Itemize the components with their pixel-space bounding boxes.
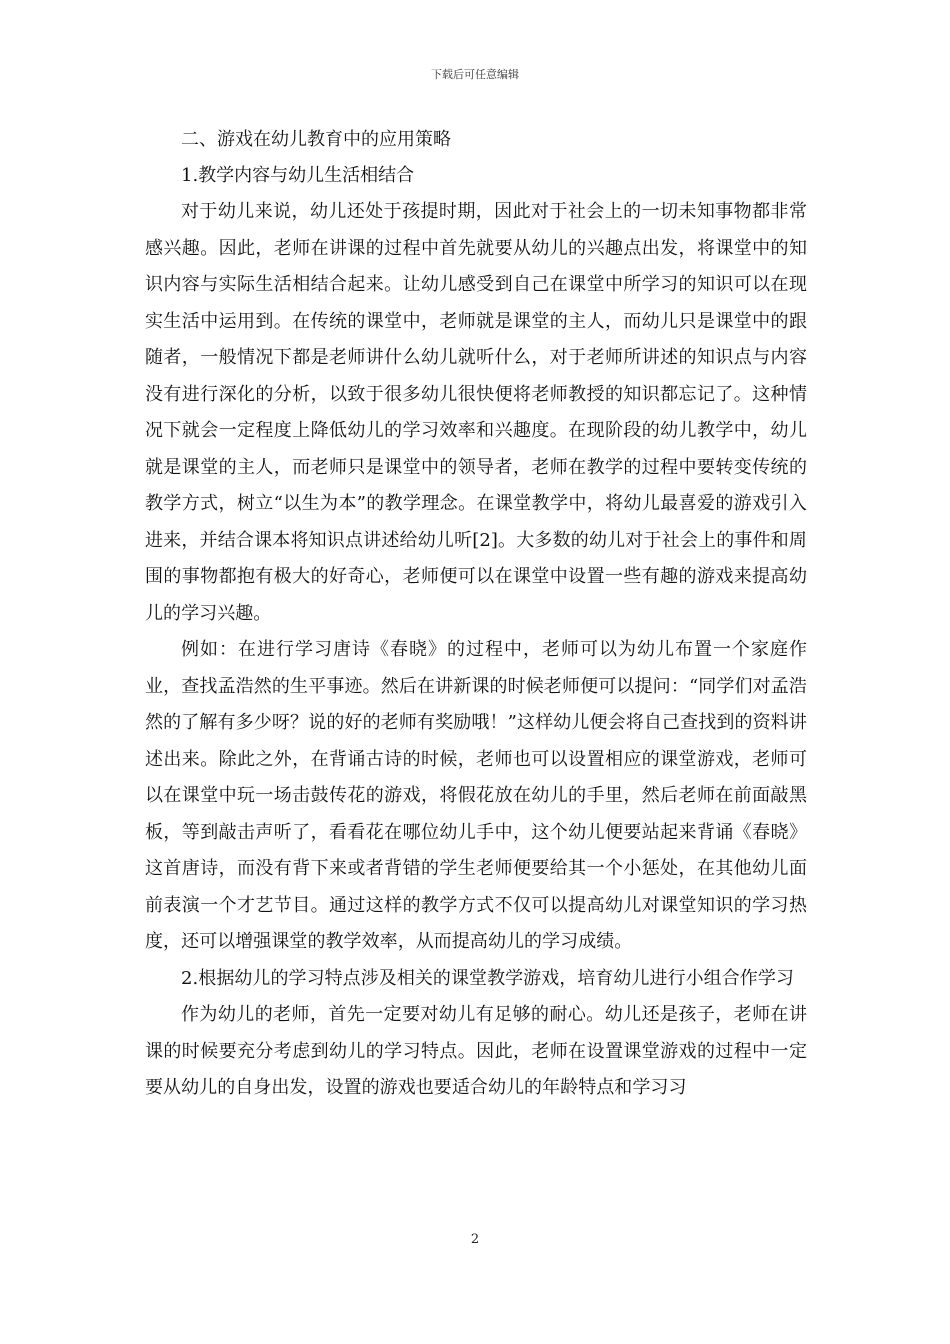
paragraph-2: 例如：在进行学习唐诗《春晓》的过程中，老师可以为幼儿布置一个家庭作业，查找孟浩然的生平事迹。然后在讲新课的时候老师便可以提问：“同学们对孟浩然的了解有多少呀？说的好的老师有奖励哦！”这样幼儿便会将自己查找到的资料讲述出来。除此之外，在背诵古诗的时候，老师也可以设置相应的课堂游戏，老师可以在课堂中玩一场击鼓传花的游戏，将假花放在幼儿的手里，然后老师在前面敲黑板，等到敲击声听了，看看花在哪位幼儿手中，这个幼儿便要站起来背诵《春晓》这首唐诗，而没有背下来或者背错的学生老师便要给其一个小惩处，在其他幼儿面前表演一个才艺节目。通过这样的教学方式不仅可以提高幼儿对课堂知识的学习热度，还可以增强课堂的教学效率，从而提高幼儿的学习成绩。 xyxy=(145,639,807,952)
document-body xyxy=(145,122,807,1107)
paragraph-1: 对于幼儿来说，幼儿还处于孩提时期，因此对于社会上的一切未知事物都非常感兴趣。因此，老师在讲课的过程中首先就要从幼儿的兴趣点出发，将课堂中的知识内容与实际生活相结合起来。让幼儿感受到自己在课堂中所学习的知识可以在现实生活中运用到。在传统的课堂中，老师就是课堂的主人，而幼儿只是课堂中的跟随者，一般情况下都是老师讲什么幼儿就听什么，对于老师所讲述的知识点与内容没有进行深化的分析，以致于很多幼儿很快便将老师教授的知识都忘记了。这种情况下就会一定程度上降低幼儿的学习效率和兴趣度。在现阶段的幼儿教学中，幼儿就是课堂的主人，而老师只是课堂中的领导者，老师在教学的过程中要转变传统的教学方式，树立“以生为本”的教学理念。在课堂教学中，将幼儿最喜爱的游戏引入进来，并结合课本将知识点讲述给幼儿听[2]。大多数的幼儿对于社会上的事件和周围的事物都抱有极大的好奇心，老师便可以在课堂中设置一些有趣的游戏来提高幼儿的学习兴趣。 xyxy=(145,201,807,624)
subsection-1-title: 1.教学内容与幼儿生活相结合 xyxy=(181,165,415,186)
header-note: 下载后可任意编辑 xyxy=(431,68,519,81)
paragraph-3: 作为幼儿的老师，首先一定要对幼儿有足够的耐心。幼儿还是孩子，老师在讲课的时候要充分考虑到幼儿的学习特点。因此，老师在设置课堂游戏的过程中一定要从幼儿的自身出发，设置的游戏也要适合幼儿的年龄特点和学习习 xyxy=(145,1004,807,1098)
section-title: 二、游戏在幼儿教育中的应用策略 xyxy=(181,129,451,150)
subsection-2-title: 2.根据幼儿的学习特点涉及相关的课堂教学游戏，培育幼儿进行小组合作学习 xyxy=(181,967,794,989)
page-number: 2 xyxy=(470,1232,480,1247)
